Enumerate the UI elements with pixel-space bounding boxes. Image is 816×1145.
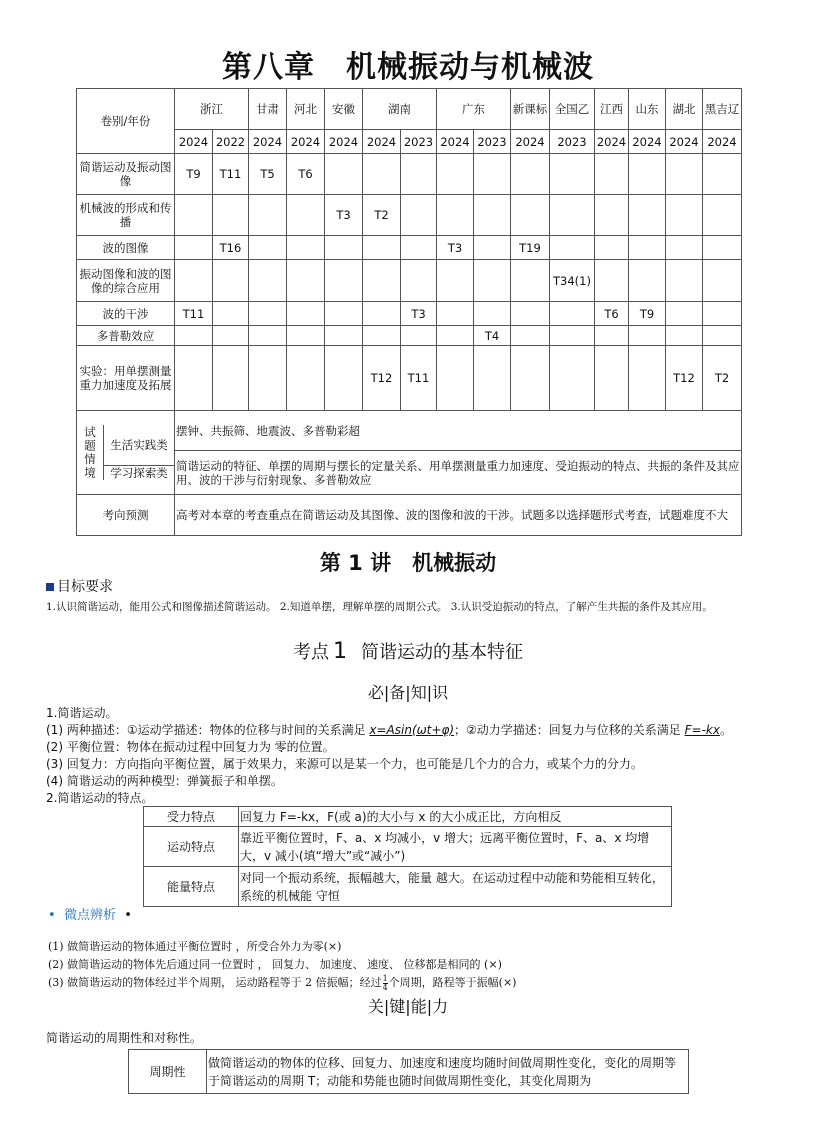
year-cell: 2023	[474, 130, 511, 154]
question-cell	[213, 260, 249, 302]
year-cell: 2024	[595, 130, 629, 154]
question-cell	[325, 154, 363, 195]
year-cell: 2024	[437, 130, 474, 154]
question-cell	[703, 302, 742, 326]
year-cell: 2024	[629, 130, 666, 154]
question-cell: T12	[666, 346, 703, 411]
question-cell	[666, 302, 703, 326]
question-cell	[437, 326, 474, 346]
feature-label: 能量特点	[144, 867, 239, 907]
question-cell: T2	[703, 346, 742, 411]
question-cell	[666, 236, 703, 260]
question-cell	[175, 326, 213, 346]
question-cell	[595, 195, 629, 236]
question-cell	[363, 260, 401, 302]
judgment-item: (1) 做简谐运动的物体通过平衡位置时 ，所受合外力为零(×)	[48, 940, 342, 953]
kaodian-name: 简谐运动的基本特征	[361, 642, 523, 663]
question-cell	[437, 346, 474, 411]
question-cell	[474, 260, 511, 302]
question-cell: T9	[629, 302, 666, 326]
question-cell	[666, 260, 703, 302]
question-cell: T19	[511, 236, 550, 260]
goals-heading	[46, 578, 113, 596]
formula-f: F=-kx	[684, 723, 720, 737]
question-cell	[249, 346, 287, 411]
question-cell	[401, 326, 437, 346]
year-cell: 2024	[666, 130, 703, 154]
region-header: 河北	[287, 89, 325, 130]
topic-label: 实验：用单摆测量重力加速度及拓展	[77, 346, 175, 411]
question-cell	[175, 346, 213, 411]
region-header: 全国乙	[550, 89, 595, 130]
question-cell	[474, 302, 511, 326]
question-cell	[287, 195, 325, 236]
section-heading-knowledge: 必|备|知|识	[367, 683, 449, 702]
question-cell	[325, 302, 363, 326]
question-cell	[595, 236, 629, 260]
question-cell	[249, 326, 287, 346]
question-cell	[474, 236, 511, 260]
topic-label: 机械波的形成和传播	[77, 195, 175, 236]
question-cell	[175, 260, 213, 302]
corner-label: 卷别/年份	[77, 89, 175, 154]
lecture-title: 第 1 讲 机械振动	[319, 551, 497, 575]
question-cell: T12	[363, 346, 401, 411]
context-label-study: 学习探索类	[110, 466, 168, 480]
question-cell	[249, 236, 287, 260]
year-cell: 2024	[511, 130, 550, 154]
question-cell: T34(1)	[550, 260, 595, 302]
topic-row	[77, 195, 742, 236]
year-cell: 2024	[363, 130, 401, 154]
question-cell	[287, 236, 325, 260]
goals-heading-text: 目标要求	[57, 579, 113, 595]
question-cell	[363, 326, 401, 346]
question-cell	[213, 302, 249, 326]
question-cell	[213, 195, 249, 236]
region-header: 黑吉辽	[703, 89, 742, 130]
context-text-study: 简谐运动的特征、单摆的周期与摆长的定量关系、用单摆测量重力加速度、受迫振动的特点、共振的条件及其应用、波的干涉与衍射现象、多普勒效应	[175, 451, 742, 495]
question-cell	[629, 326, 666, 346]
question-cell	[511, 346, 550, 411]
region-header: 山东	[629, 89, 666, 130]
question-cell	[595, 326, 629, 346]
question-cell	[511, 302, 550, 326]
question-cell	[401, 260, 437, 302]
knowledge-line: (2) 平衡位置：物体在振动过程中回复力为 零的位置。	[46, 740, 335, 754]
year-cell: 2023	[401, 130, 437, 154]
period-table	[128, 1049, 689, 1094]
question-cell	[511, 260, 550, 302]
year-cell: 2024	[249, 130, 287, 154]
question-cell	[401, 236, 437, 260]
question-cell: T3	[437, 236, 474, 260]
question-cell	[325, 260, 363, 302]
question-cell	[249, 195, 287, 236]
context-label: 试题情境	[77, 425, 104, 480]
topic-label: 波的干涉	[77, 302, 175, 326]
question-cell	[550, 195, 595, 236]
year-cell: 2024	[325, 130, 363, 154]
text: (3) 做简谐运动的物体经过半个周期， 运动路程等于 2 倍振幅；经过	[48, 976, 382, 989]
question-cell	[629, 236, 666, 260]
question-cell	[474, 154, 511, 195]
feature-table	[143, 806, 672, 907]
question-cell	[363, 302, 401, 326]
question-cell	[213, 326, 249, 346]
question-cell	[629, 260, 666, 302]
kaodian-number: 1	[333, 639, 347, 664]
kaodian-title	[0, 637, 816, 668]
weidian-heading-text: 微点辨析	[63, 908, 116, 923]
question-cell	[629, 195, 666, 236]
question-cell	[474, 195, 511, 236]
judgment-item	[48, 974, 516, 992]
question-cell	[703, 260, 742, 302]
question-cell	[666, 326, 703, 346]
exam-overview-table	[76, 88, 742, 536]
feature-text: 回复力 F=-kx，F(或 a)的大小与 x 的大小成正比，方向相反	[239, 807, 672, 827]
context-text-life: 摆钟、共振筛、地震波、多普勒彩超	[175, 411, 742, 451]
topic-row	[77, 260, 742, 302]
judgment-item: (2) 做简谐运动的物体先后通过同一位置时 ， 回复力、 加速度、 速度、 位移都是相同的 (×)	[48, 958, 502, 971]
period-text: 做简谐运动的物体的位移、回复力、加速度和速度均随时间做周期性变化，变化的周期等于简谐运动的周期 T；动能和势能也随时间做周期性变化，其变化周期为	[207, 1050, 689, 1094]
question-cell	[550, 346, 595, 411]
text: ；②动力学描述：回复力与位移的关系满足	[454, 723, 685, 737]
year-cell: 2022	[213, 130, 249, 154]
question-cell: T3	[401, 302, 437, 326]
forecast-text: 高考对本章的考查重点在简谐运动及其图像、波的图像和波的干涉。试题多以选择题形式考查，试题难度不大	[175, 495, 742, 536]
question-cell	[175, 195, 213, 236]
year-cell: 2024	[175, 130, 213, 154]
question-cell	[666, 154, 703, 195]
fraction-denominator: 4	[382, 982, 388, 992]
region-header: 浙江	[175, 89, 249, 130]
question-cell	[363, 154, 401, 195]
question-cell	[325, 236, 363, 260]
question-cell	[511, 154, 550, 195]
question-cell	[249, 302, 287, 326]
question-cell	[363, 236, 401, 260]
knowledge-line: (3) 回复力：方向指向平衡位置，属于效果力，来源可以是某一个力，也可能是几个力的合力，或某个力的分力。	[46, 757, 643, 771]
question-cell	[666, 195, 703, 236]
question-cell	[325, 346, 363, 411]
question-cell	[401, 154, 437, 195]
question-cell	[287, 346, 325, 411]
question-cell	[703, 195, 742, 236]
question-cell	[550, 154, 595, 195]
question-cell	[437, 195, 474, 236]
context-label-life: 生活实践类	[104, 425, 174, 466]
question-cell: T4	[474, 326, 511, 346]
period-label: 周期性	[129, 1050, 207, 1094]
question-cell	[437, 302, 474, 326]
topic-row	[77, 236, 742, 260]
question-cell: T2	[363, 195, 401, 236]
question-cell	[401, 195, 437, 236]
question-cell	[550, 302, 595, 326]
topic-row	[77, 326, 742, 346]
region-header: 江西	[595, 89, 629, 130]
knowledge-line: 1.简谐运动。	[46, 706, 118, 720]
topic-label: 波的图像	[77, 236, 175, 260]
question-cell: T16	[213, 236, 249, 260]
text: 个周期，路程等于振幅(×)	[388, 976, 517, 989]
question-cell	[511, 195, 550, 236]
knowledge-line	[46, 722, 732, 739]
question-cell	[629, 154, 666, 195]
feature-text: 靠近平衡位置时，F、a、x 均减小，v 增大；远离平衡位置时，F、a、x 均增大，v 减小(填“增大”或“减小”)	[239, 827, 672, 867]
question-cell	[629, 346, 666, 411]
question-cell	[595, 154, 629, 195]
section-heading-ability: 关|键|能|力	[367, 997, 449, 1016]
text: 。	[719, 723, 732, 737]
feature-label: 受力特点	[144, 807, 239, 827]
year-cell: 2024	[287, 130, 325, 154]
topic-row	[77, 302, 742, 326]
question-cell: T6	[595, 302, 629, 326]
knowledge-line: 2.简谐运动的特点。	[46, 791, 154, 805]
feature-text: 对同一个振动系统，振幅越大，能量 越大。在运动过程中动能和势能相互转化，系统的机械能 守恒	[239, 867, 672, 907]
year-cell: 2024	[703, 130, 742, 154]
question-cell	[595, 260, 629, 302]
question-cell	[437, 260, 474, 302]
question-cell	[703, 326, 742, 346]
square-bullet-icon	[46, 583, 54, 591]
weidian-heading: • 微点辨析 •	[48, 908, 132, 923]
region-header: 甘肃	[249, 89, 287, 130]
period-intro: 简谐运动的周期性和对称性。	[46, 1031, 203, 1045]
region-header: 湖北	[666, 89, 703, 130]
region-header: 广东	[437, 89, 511, 130]
forecast-label: 考向预测	[77, 495, 175, 536]
year-cell: 2023	[550, 130, 595, 154]
question-cell: T3	[325, 195, 363, 236]
chapter-title: 第八章 机械振动与机械波	[222, 50, 594, 85]
formula-x: x=Asin(ωt+φ)	[369, 723, 455, 737]
kaodian-prefix: 考点	[293, 642, 329, 663]
question-cell	[474, 346, 511, 411]
question-cell	[550, 236, 595, 260]
text: (1) 两种描述：①运动学描述：物体的位移与时间的关系满足	[46, 723, 370, 737]
goals-text: 1.认识简谐运动，能用公式和图像描述简谐运动。 2.知道单摆，理解单摆的周期公式。 3.认识受迫振动的特点，了解产生共振的条件及其应用。	[46, 601, 713, 613]
question-cell: T6	[287, 154, 325, 195]
question-cell: T11	[175, 302, 213, 326]
question-cell	[325, 326, 363, 346]
question-cell	[550, 326, 595, 346]
topic-label: 振动图像和波的图像的综合应用	[77, 260, 175, 302]
question-cell	[175, 236, 213, 260]
question-cell	[511, 326, 550, 346]
question-cell	[437, 154, 474, 195]
topic-row	[77, 346, 742, 411]
question-cell	[595, 346, 629, 411]
region-header: 安徽	[325, 89, 363, 130]
question-cell	[703, 154, 742, 195]
question-cell: T11	[401, 346, 437, 411]
question-cell	[703, 236, 742, 260]
question-cell	[287, 326, 325, 346]
fraction-numerator: 1	[382, 973, 388, 983]
question-cell: T11	[213, 154, 249, 195]
region-header: 新课标	[511, 89, 550, 130]
question-cell: T5	[249, 154, 287, 195]
knowledge-line: (4) 简谐运动的两种模型：弹簧振子和单摆。	[46, 774, 283, 788]
question-cell	[287, 260, 325, 302]
question-cell: T9	[175, 154, 213, 195]
question-cell	[213, 346, 249, 411]
topic-label: 简谐运动及振动图像	[77, 154, 175, 195]
fraction	[383, 975, 388, 992]
topic-label: 多普勒效应	[77, 326, 175, 346]
topic-row	[77, 154, 742, 195]
question-cell	[287, 302, 325, 326]
question-cell	[249, 260, 287, 302]
feature-label: 运动特点	[144, 827, 239, 867]
region-header: 湖南	[363, 89, 437, 130]
